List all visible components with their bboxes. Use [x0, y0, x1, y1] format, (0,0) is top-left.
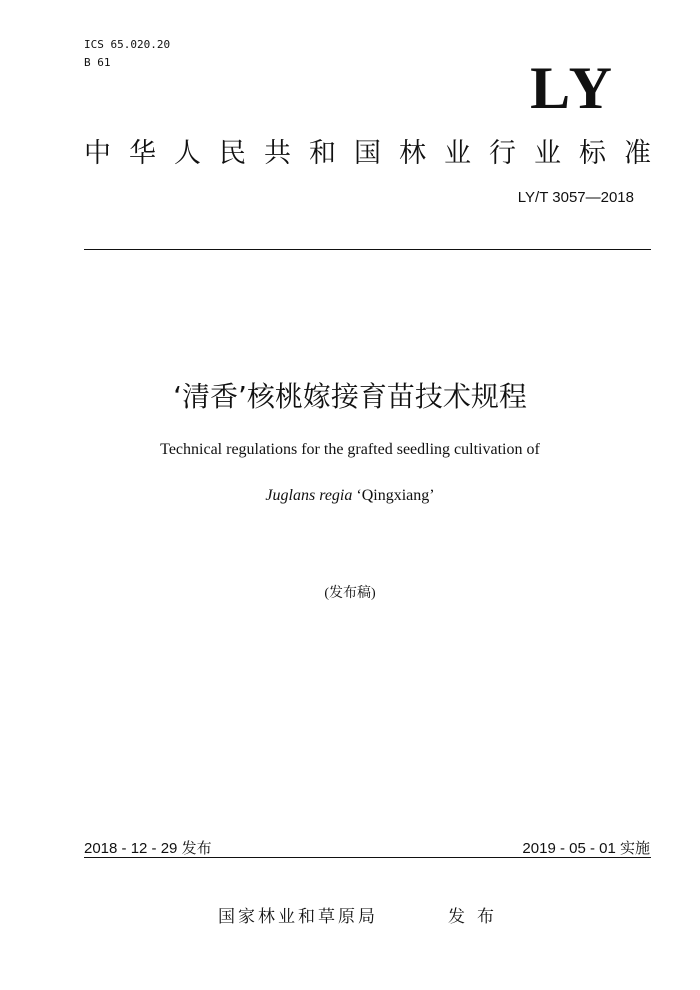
ics-ccs-block [84, 36, 170, 72]
publish-label: 发布 [448, 907, 506, 927]
ly-logo: LY [530, 55, 616, 121]
document-title-zh: ‘清香’核桃嫁接育苗技术规程 [173, 380, 527, 413]
bottom-divider [84, 857, 651, 858]
draft-label: (发布稿) [324, 586, 376, 601]
standard-title: 中华人民共和国林业行业标准 [84, 138, 669, 169]
ics-code: ICS 65.020.20 [84, 38, 171, 51]
issuing-authority: 国家林业和草原局 [218, 907, 378, 927]
standard-code: LY/T 3057—2018 [517, 189, 634, 206]
top-divider [84, 249, 651, 250]
document-title-en-line2 [0, 487, 700, 505]
implementation-date: 2019 - 05 - 01 实施 [522, 840, 650, 857]
issue-date: 2018 - 12 - 29 发布 [84, 840, 212, 857]
latin-species-name: Juglans regia [265, 487, 353, 504]
ccs-code: B 61 [84, 56, 111, 69]
document-title-en-line1: Technical regulations for the grafted seedling cultivation of [160, 441, 540, 458]
variety-name: ‘Qingxiang’ [352, 487, 435, 504]
